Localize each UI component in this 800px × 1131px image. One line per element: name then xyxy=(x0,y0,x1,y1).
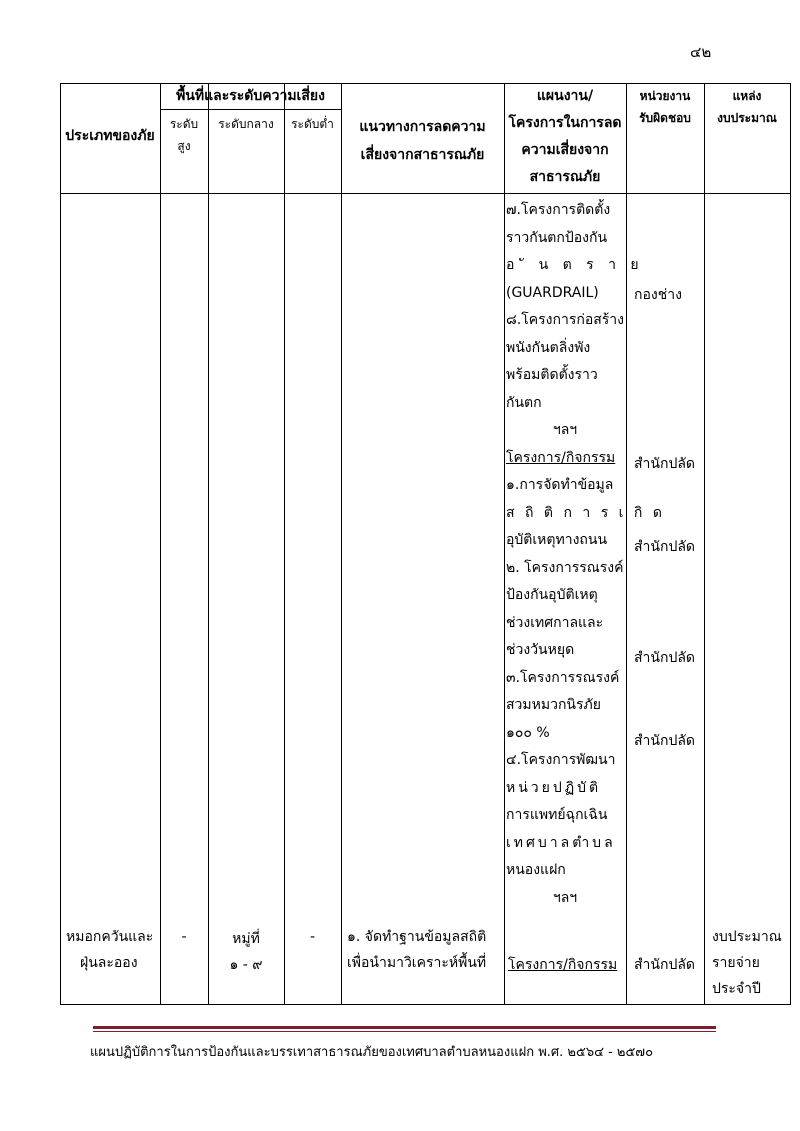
program-line: ๒. โครงการรณรงค์ xyxy=(506,559,624,576)
agency-entry: สำนักปลัด xyxy=(634,539,696,555)
program-line: ส ถิ ติ ก า ร เ กิ ด xyxy=(506,504,665,521)
program-heading: โครงการ/กิจกรรม xyxy=(508,957,618,973)
level-low-value: - xyxy=(309,929,316,945)
program-line: กันตก xyxy=(506,394,542,411)
program-line: หนองแฝก xyxy=(506,862,566,878)
program-line: พร้อมติดตั้งราว xyxy=(506,367,598,383)
program-line: ราวกันตกป้องกัน xyxy=(506,229,608,246)
program-line: ๘.โครงการก่อสร้าง xyxy=(506,312,624,328)
header-hazard-type: ประเภทของภัย xyxy=(65,128,155,144)
program-line: อุบัติเหตุทางถนน xyxy=(506,532,608,548)
hazard-name: หมอกควันและ ฝุ่นละออง xyxy=(66,929,154,971)
program-line: ช่วงเทศกาลและ xyxy=(506,614,604,631)
footer-rule-thin xyxy=(93,1031,716,1032)
header-approach: แนวทางการลดความ เสี่ยงจากสาธารณภัย xyxy=(359,119,486,163)
program-line: ๑.การจัดทำข้อมูล xyxy=(506,477,614,493)
budget-source: งบประมาณ รายจ่าย ประจำปี xyxy=(712,929,782,997)
program-line: ๔.โครงการพัฒนา xyxy=(506,752,616,768)
header-agency: หน่วยงาน รับผิดชอบ xyxy=(639,89,691,125)
program-line: สวมหมวกนิรภัย xyxy=(506,697,601,713)
agency-entry: สำนักปลัด xyxy=(634,733,696,749)
agency-entry: สำนักปลัด xyxy=(634,650,696,666)
program-line: พนังกันตลิ่งพัง xyxy=(506,339,591,356)
program-line: หน่วยปฏิบัติ xyxy=(506,779,602,796)
program-line: ๓.โครงการรณรงค์ xyxy=(506,669,620,686)
agency-entry: สำนักปลัด xyxy=(634,957,696,973)
agency-entry: กองช่าง xyxy=(634,287,682,303)
header-area-risk: พื้นที่และระดับความเสี่ยง xyxy=(176,88,325,104)
approach-text: ๑. จัดทำฐานข้อมูลสถิติ เพื่อนำมาวิเคราะห์พื้นที่ xyxy=(347,929,487,971)
program-line: เทศบาลตำบล xyxy=(506,834,616,851)
program-line: การแพทย์ฉุกเฉิน xyxy=(506,807,608,823)
program-line: โครงการ/กิจกรรม xyxy=(506,449,616,466)
header-budget: แหล่ง งบประมาณ xyxy=(717,89,777,125)
footer-text: แผนปฏิบัติการในการป้องกันและบรรเทาสาธารณภัยของเทศบาลตำบลหนองแฝก พ.ศ. ๒๕๖๔ - ๒๕๗๐ xyxy=(90,1045,654,1060)
program-line: ป้องกันอุบัติเหตุ xyxy=(506,587,598,603)
program-line: ฯลฯ xyxy=(552,422,578,438)
level-high-value: - xyxy=(181,929,187,945)
header-level-mid: ระดับกลาง xyxy=(218,117,274,131)
program-line: ช่วงวันหยุด xyxy=(506,642,575,658)
header-level-high: ระดับ สูง xyxy=(169,117,199,153)
program-line: ๗.โครงการติดตั้ง xyxy=(506,202,611,218)
program-line: (GUARDRAIL) xyxy=(506,284,599,301)
page-number: ๔๒ xyxy=(690,43,712,61)
header-level-low: ระดับต่ำ xyxy=(291,117,334,131)
agency-entry: สำนักปลัด xyxy=(634,456,696,472)
footer-rule xyxy=(93,1026,716,1029)
level-mid-value: หมู่ที่ ๑ - ๙ xyxy=(229,931,263,973)
header-plan: แผนงาน/ โครงการในการลด ความเสี่ยงจาก สาธารณภัย xyxy=(508,88,622,185)
program-line: ๑๐๐ % xyxy=(506,724,550,741)
program-line: อ ั น ต ร า ย xyxy=(506,257,644,273)
program-line: ฯลฯ xyxy=(552,889,578,906)
